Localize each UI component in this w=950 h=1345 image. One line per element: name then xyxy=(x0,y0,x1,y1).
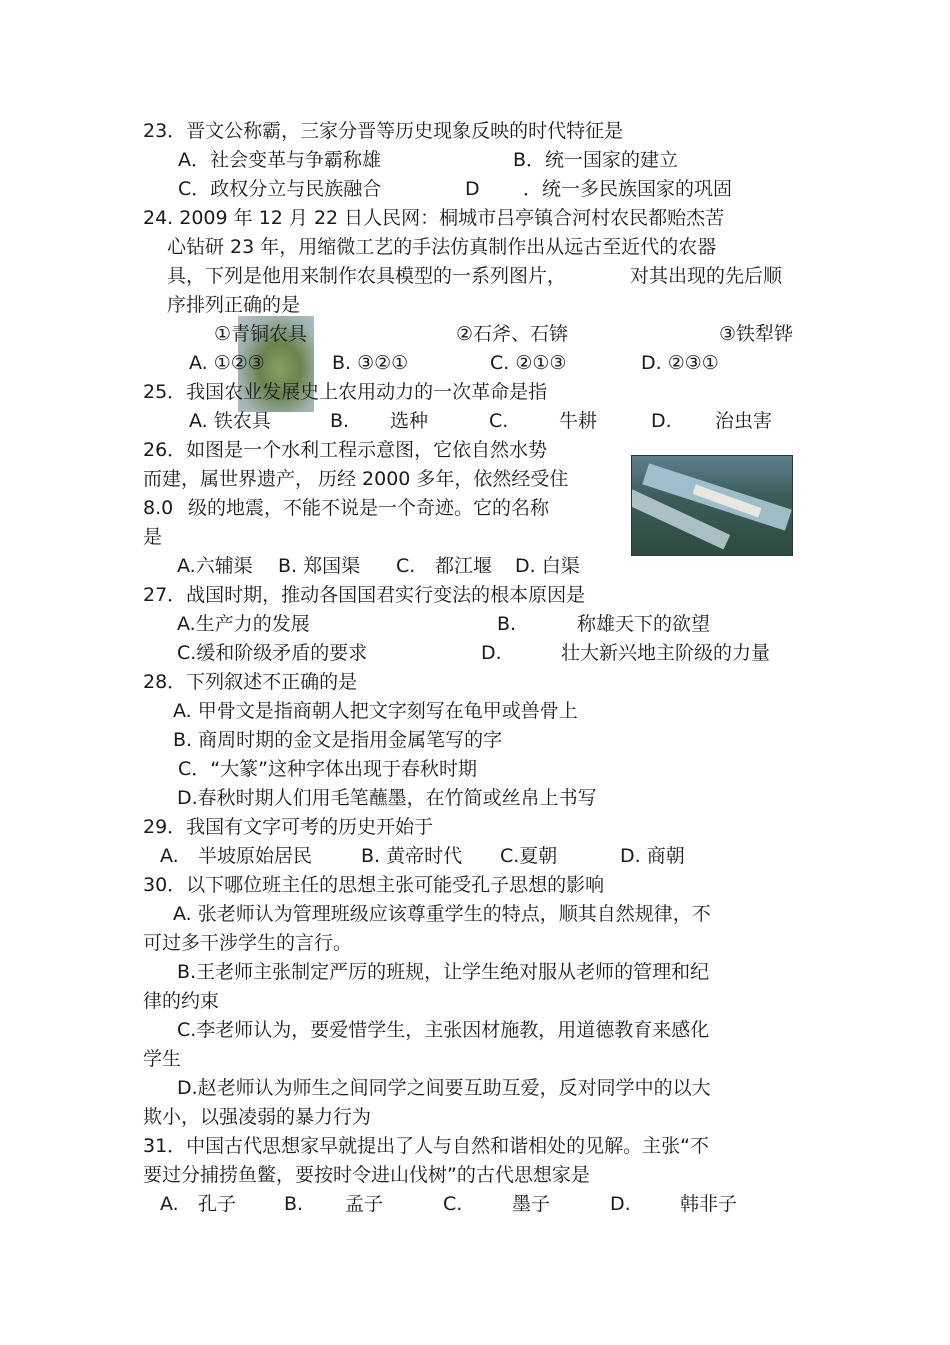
text-line xyxy=(0,436,950,465)
text-segment: 而建，属世界遗产， xyxy=(143,468,315,490)
text-segment: 都江堰 xyxy=(435,555,493,577)
text-segment: C. xyxy=(396,555,416,577)
text-segment: A. 甲骨文是指商朝人把文字刻写在龟甲或兽骨上 xyxy=(173,700,578,722)
text-segment: A. xyxy=(160,1193,179,1215)
text-line xyxy=(0,349,950,378)
text-segment: 序排列正确的是 xyxy=(167,294,301,316)
text-segment: A.生产力的发展 xyxy=(177,613,310,635)
text-segment: 半坡原始居民 xyxy=(198,845,313,867)
text-segment: 28．下列叙述不正确的是 xyxy=(143,671,358,693)
text-line xyxy=(0,465,950,494)
text-segment: 具，下列是他用来制作农具模型的一系列图片， xyxy=(167,265,567,287)
text-line xyxy=(0,378,950,407)
text-segment: ．统一多民族国家的巩固 xyxy=(523,178,733,200)
text-line xyxy=(0,1132,950,1161)
text-segment: D. xyxy=(610,1193,631,1215)
text-segment: C．政权分立与民族融合 xyxy=(178,178,382,200)
text-segment: 26．如图是一个水利工程示意图，它依自然水势 xyxy=(143,439,548,461)
text-line xyxy=(0,494,950,523)
text-line xyxy=(0,581,950,610)
text-segment: 治虫害 xyxy=(715,410,773,432)
text-segment: 31．中国古代思想家早就提出了人与自然和谐相处的见解。主张“不 xyxy=(143,1135,710,1157)
text-segment: B. xyxy=(284,1193,304,1215)
text-segment: 墨子 xyxy=(512,1193,551,1215)
text-segment: 是 xyxy=(143,526,163,548)
text-line xyxy=(0,117,950,146)
text-segment: A. ①②③ xyxy=(189,352,265,374)
text-segment: 心钻研 23 年，用缩微工艺的手法仿真制作出从远古至近代的农器 xyxy=(167,236,717,258)
text-line xyxy=(0,813,950,842)
text-segment: 选种 xyxy=(390,410,429,432)
text-segment: 25．我国农业发展史上农用动力的一次革命是指 xyxy=(143,381,548,403)
text-line xyxy=(0,204,950,233)
text-line xyxy=(0,668,950,697)
text-segment: D. 商朝 xyxy=(620,845,685,867)
text-line xyxy=(0,291,950,320)
text-line xyxy=(0,958,950,987)
text-segment: B. 黄帝时代 xyxy=(361,845,463,867)
text-segment: 30．以下哪位班主任的思想主张可能受孔子思想的影响 xyxy=(143,874,605,896)
text-line xyxy=(0,610,950,639)
text-line xyxy=(0,1016,950,1045)
text-segment: A. xyxy=(160,845,179,867)
text-segment: ②石斧、石锛 xyxy=(456,323,569,345)
text-line xyxy=(0,784,950,813)
text-segment: C. xyxy=(443,1193,463,1215)
text-line xyxy=(0,697,950,726)
text-segment: 称雄天下的欲望 xyxy=(577,613,711,635)
text-segment: B. 商周时期的金文是指用金属笔写的字 xyxy=(173,729,503,751)
text-line xyxy=(0,987,950,1016)
text-segment: 级的地震，不能不说是一个奇迹。它的名称 xyxy=(188,497,550,519)
text-segment: D. 白渠 xyxy=(515,555,580,577)
text-segment: 学生 xyxy=(143,1048,182,1070)
text-segment: 历经 2000 多年，依然经受住 xyxy=(318,468,569,490)
text-line xyxy=(0,407,950,436)
text-line xyxy=(0,842,950,871)
text-line xyxy=(0,262,950,291)
text-segment: 壮大新兴地主阶级的力量 xyxy=(561,642,771,664)
text-segment: 8.0 xyxy=(143,497,174,519)
text-line xyxy=(0,1161,950,1190)
text-segment: C．“大篆”这种字体出现于春秋时期 xyxy=(178,758,477,780)
text-segment: 可过多干涉学生的言行。 xyxy=(143,932,353,954)
text-line xyxy=(0,146,950,175)
text-segment: D.赵老师认为师生之间同学之间要互助互爱，反对同学中的以大 xyxy=(177,1077,711,1099)
text-segment: B. xyxy=(330,410,350,432)
text-line xyxy=(0,552,950,581)
text-segment: A.六辅渠 xyxy=(177,555,253,577)
text-segment: C.缓和阶级矛盾的要求 xyxy=(177,642,368,664)
text-line xyxy=(0,726,950,755)
text-segment: D. ②③① xyxy=(641,352,719,374)
text-segment: B. xyxy=(497,613,517,635)
text-line xyxy=(0,639,950,668)
text-segment: 29．我国有文字可考的历史开始于 xyxy=(143,816,434,838)
text-segment: 27．战国时期，推动各国国君实行变法的根本原因是 xyxy=(143,584,586,606)
text-segment: 牛耕 xyxy=(559,410,598,432)
text-segment: A. 铁农具 xyxy=(189,410,271,432)
text-line xyxy=(0,900,950,929)
text-segment: C.夏朝 xyxy=(500,845,558,867)
text-segment: D.春秋时期人们用毛笔蘸墨，在竹简或丝帛上书写 xyxy=(177,787,597,809)
text-line xyxy=(0,175,950,204)
text-segment: D xyxy=(465,178,480,200)
text-line xyxy=(0,929,950,958)
text-segment: A．社会变革与争霸称雄 xyxy=(178,149,381,171)
text-segment: 律的约束 xyxy=(143,990,220,1012)
text-line xyxy=(0,233,950,262)
text-line xyxy=(0,871,950,900)
text-segment: C.李老师认为，要爱惜学生，主张因材施教，用道德教育来感化 xyxy=(177,1019,710,1041)
text-segment: 欺小，以强凌弱的暴力行为 xyxy=(143,1106,372,1128)
text-segment: C. ②①③ xyxy=(490,352,567,374)
text-line xyxy=(0,755,950,784)
text-segment: 对其出现的先后顺 xyxy=(630,265,783,287)
text-segment: 孟子 xyxy=(345,1193,384,1215)
text-segment: B.王老师主张制定严厉的班规，让学生绝对服从老师的管理和纪 xyxy=(177,961,710,983)
text-line xyxy=(0,1190,950,1219)
text-line xyxy=(0,1103,950,1132)
text-segment: 韩非子 xyxy=(680,1193,738,1215)
text-segment: 24. 2009 年 12 月 22 日人民网：桐城市吕亭镇合河村农民都贻杰苦 xyxy=(143,207,725,229)
text-segment: 孔子 xyxy=(198,1193,237,1215)
text-line xyxy=(0,1045,950,1074)
text-segment: C. xyxy=(489,410,509,432)
text-segment: 要过分捕捞鱼鳖，要按时令进山伐树”的古代思想家是 xyxy=(143,1164,590,1186)
text-segment: D. xyxy=(481,642,502,664)
text-segment: D. xyxy=(651,410,672,432)
text-segment: B．统一国家的建立 xyxy=(513,149,679,171)
text-segment: B. ③②① xyxy=(332,352,409,374)
text-line xyxy=(0,1074,950,1103)
text-line xyxy=(0,320,950,349)
text-segment: B. 郑国渠 xyxy=(278,555,361,577)
text-segment: A. 张老师认为管理班级应该尊重学生的特点，顺其自然规律，不 xyxy=(173,903,711,925)
text-line xyxy=(0,523,950,552)
text-segment: 23．晋文公称霸，三家分晋等历史现象反映的时代特征是 xyxy=(143,120,624,142)
text-segment: ①青铜农具 xyxy=(214,323,308,345)
text-segment: ③铁犁铧 xyxy=(719,323,794,345)
